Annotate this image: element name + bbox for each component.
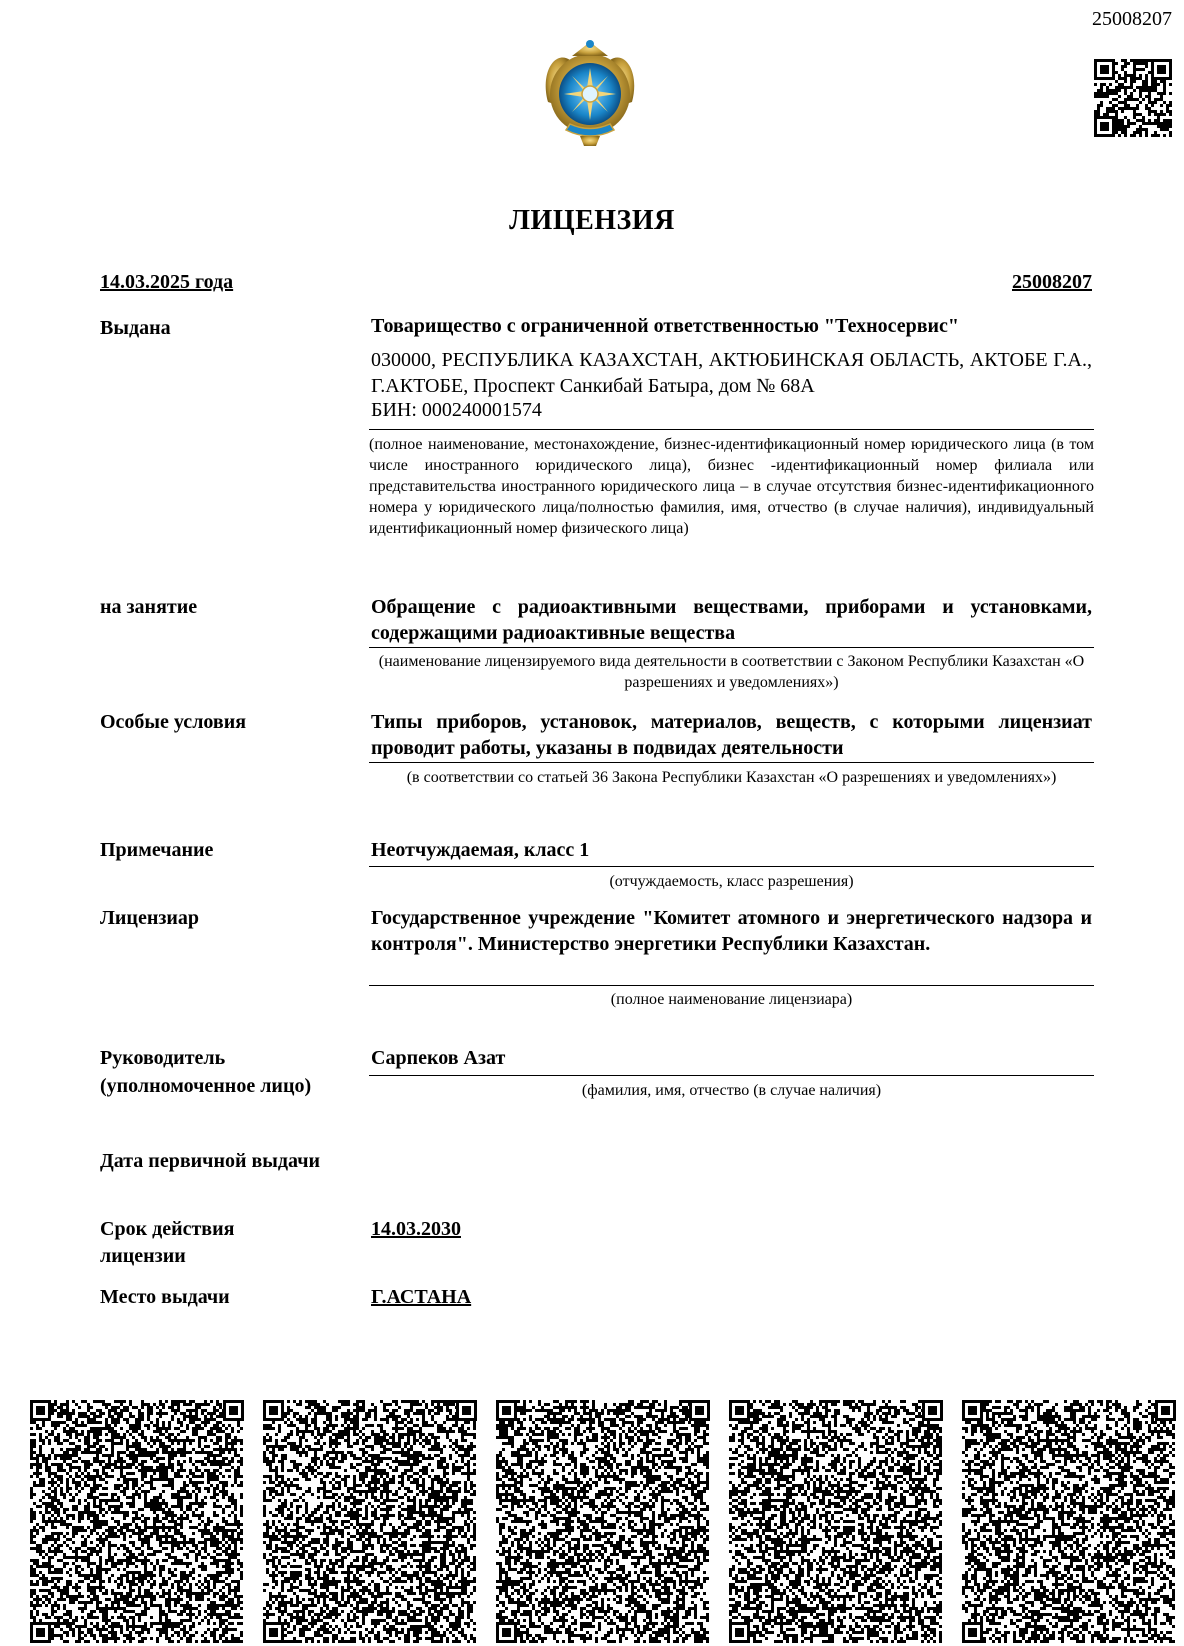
note-value: Неотчуждаемая, класс 1 [371, 839, 590, 861]
activity-label: на занятие [100, 596, 198, 618]
issued-to-bin: БИН: 000240001574 [371, 399, 542, 421]
kazakhstan-state-emblem-icon [530, 32, 650, 152]
note-caption: (отчуждаемость, класс разрешения) [609, 873, 854, 890]
qr-code-strip-icon [30, 1400, 1176, 1644]
validity-label-line1: Срок действия [100, 1218, 235, 1240]
special-conditions-caption: (в соответствии со статьей 36 Закона Республики Казахстан «О разрешениях и уведомлениях») [406, 769, 1057, 786]
head-value: Сарпеков Азат [371, 1047, 506, 1069]
licensor-value: Государственное учреждение "Комитет атомного и энергетического надзора и контроля". Министерство энергетики Республики Казахстан. [371, 907, 1092, 955]
place-label: Место выдачи [100, 1286, 230, 1308]
activity-divider [369, 647, 1094, 648]
document-title: ЛИЦЕНЗИЯ [509, 205, 675, 236]
special-conditions-value: Типы приборов, установок, материалов, веществ, с которыми лицензиат проводит работы, указаны в подвидах деятельности [371, 711, 1092, 759]
licensor-caption: (полное наименование лицензиара) [610, 991, 853, 1008]
head-divider [369, 1075, 1094, 1076]
validity-label-line2: лицензии [100, 1245, 186, 1267]
document-top-number: 25008207 [1092, 8, 1172, 30]
issue-date: 14.03.2025 года [100, 271, 234, 293]
qr-code-icon [1092, 57, 1174, 139]
activity-caption: (наименование лицензируемого вида деятельности в соответствии с Законом Республики Казахстан «О разрешениях и уведомлениях») [378, 653, 1085, 691]
licensor-divider [369, 985, 1094, 986]
issued-to-caption: (полное наименование, местонахождение, бизнес-идентификационный номер юридического лица (в том числе иностранного юридического лица), бизнес -идентификационный номер филиала или представительства иностранного юридического лица – в случае отсутствия бизнес-идентификационного номера у юридического лица/полностью фамилия, имя, отчество (в случае наличия), индивидуальный идентификационный номер физического лица) [369, 436, 1094, 537]
issued-to-label: Выдана [100, 317, 171, 339]
licensor-label: Лицензиар [100, 907, 200, 929]
issued-to-address: 030000, РЕСПУБЛИКА КАЗАХСТАН, АКТЮБИНСКАЯ ОБЛАСТЬ, АКТОБЕ Г.А., Г.АКТОБЕ, Проспект Санкибай Батыра, дом № 68А [371, 349, 1092, 397]
first-issue-label: Дата первичной выдачи [100, 1150, 321, 1172]
issued-to-name: Товарищество с ограниченной ответственностью "Техносервис" [371, 315, 960, 337]
head-label-line1: Руководитель [100, 1047, 226, 1069]
note-label: Примечание [100, 839, 214, 861]
head-caption: (фамилия, имя, отчество (в случае наличия) [581, 1082, 882, 1099]
license-number: 25008207 [1012, 271, 1092, 293]
special-conditions-label: Особые условия [100, 711, 247, 733]
note-divider [369, 866, 1094, 867]
validity-value: 14.03.2030 [371, 1218, 461, 1240]
head-label-line2: (уполномоченное лицо) [100, 1075, 312, 1097]
special-conditions-divider [369, 762, 1094, 763]
place-value: Г.АСТАНА [371, 1286, 472, 1308]
issued-to-divider [369, 429, 1094, 430]
activity-value: Обращение с радиоактивными веществами, приборами и установками, содержащими радиоактивные вещества [371, 596, 1092, 644]
